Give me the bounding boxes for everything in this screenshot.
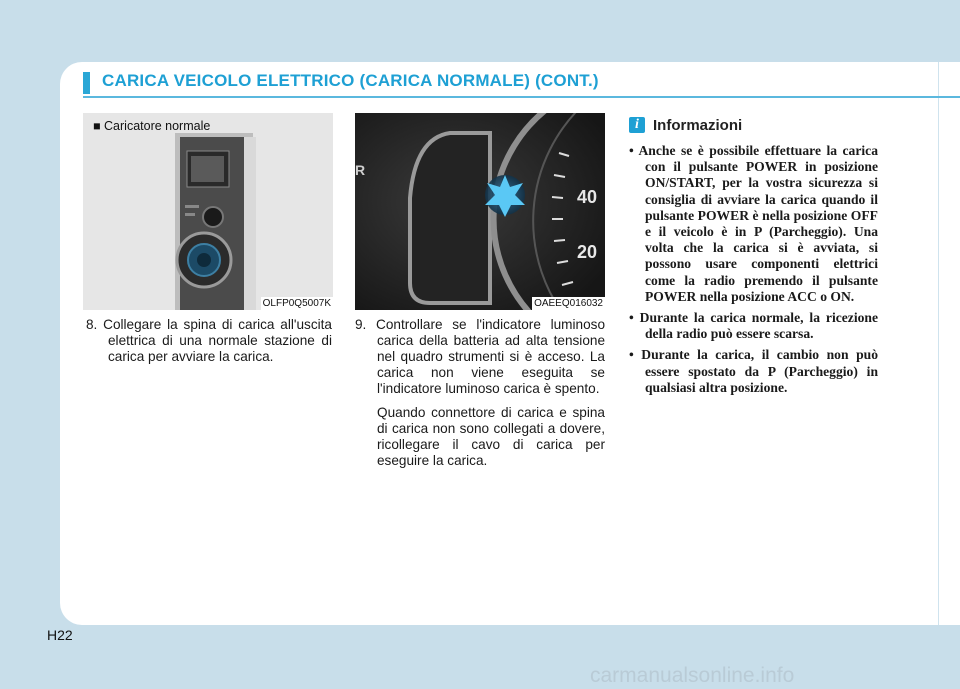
info-icon: i: [629, 117, 645, 133]
info-list: [629, 143, 878, 401]
page-edge-line: [938, 62, 939, 625]
site-watermark: carmanualsonline.info: [590, 664, 795, 687]
charger-figure-label: ■ Caricatore normale: [93, 119, 211, 133]
step-9-text: 9. Controllare se l'indicatore luminoso carica della batteria ad alta tensione nel quadro strumenti si è acceso. La carica non viene eseguita se l'indicatore luminoso carica è spento.: [355, 317, 605, 396]
column-step-9: [355, 317, 605, 477]
cluster-illustration: [355, 113, 605, 310]
charger-figure-code: OLFP0Q5007K: [262, 298, 331, 309]
section-title: CARICA VEICOLO ELETTRICO (CARICA NORMALE) (CONT.): [102, 71, 599, 90]
gauge-label-r: R: [355, 162, 366, 178]
page-number: H22: [47, 627, 73, 643]
step-8-text: 8. Collegare la spina di carica all'uscita elettrica di una normale stazione di carica per avviare la carica.: [86, 317, 332, 364]
title-accent-bar: [83, 72, 90, 94]
cluster-figure-code: OAEEQ016032: [534, 298, 603, 309]
column-step-8: [86, 317, 332, 373]
charger-illustration: [83, 113, 333, 310]
title-underline: [83, 96, 960, 98]
info-title: Informazioni: [653, 117, 743, 134]
gauge-label-40: 40: [577, 187, 598, 207]
gauge-label-20: 20: [577, 242, 598, 262]
charger-figure: [83, 113, 333, 310]
info-item: • Durante la carica, il cambio non può essere spostato da P (Parcheggio) in qualsiasi altra posizione.: [629, 347, 878, 395]
info-item: • Durante la carica normale, la ricezione della radio può essere scarsa.: [629, 310, 878, 342]
step-9-note: Quando connettore di carica e spina di carica non sono collegati a dovere, ricollegare il cavo di carica per eseguire la carica.: [377, 405, 605, 468]
cluster-figure: [355, 113, 605, 310]
info-item: • Anche se è possibile effettuare la carica con il pulsante POWER in posizione ON/START, per la vostra sicurezza si consiglia di avviare la carica quando il pulsante POWER è nella posizione OFF e il veicolo è in P (Parcheggio). Una volta che la carica si è avviata, si possono usare componenti elettrici come la radio premendo il pulsante POWER nella posizione ACC o ON.: [629, 143, 878, 304]
